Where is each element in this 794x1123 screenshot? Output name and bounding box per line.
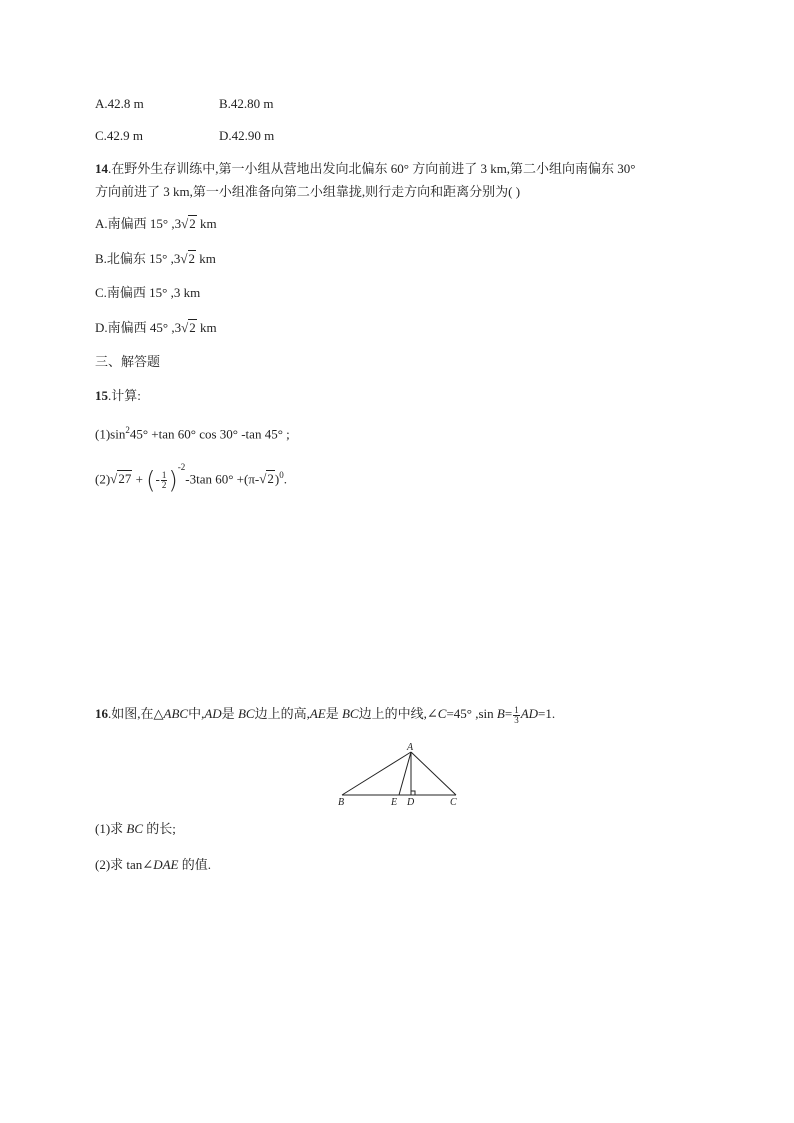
right-angle-mark — [411, 791, 415, 795]
label-c: C — [450, 797, 457, 808]
q16-text: 16.如图,在△ABC中,AD是 BC边上的高,AE是 BC边上的中线,∠C=45° ,sin B= $\frac{1}{3}$ AD=1. — [95, 704, 556, 725]
q14-line2: 方向前进了 3 km,第一小组准备向第二小组靠拢,则行走方向和距离分别为( ) — [95, 184, 521, 199]
q14-option-b: B.北偏东 15° ,3√2 km — [95, 251, 216, 266]
label-d: D — [407, 797, 415, 808]
q15-intro: 15.计算: — [95, 388, 141, 403]
triangle-diagram — [330, 742, 470, 808]
label-b: B — [338, 797, 345, 808]
q13-option-a: A.42.8 m — [95, 96, 144, 111]
sqrt-sign: √2 — [181, 216, 196, 231]
label-e: E — [391, 797, 398, 808]
q14-line1: 14.在野外生存训练中,第一小组从营地出发向北偏东 60° 方向前进了 3 km,第二小组向南偏东 30° — [95, 161, 636, 176]
q15-part1: $(1)\sin^245^\circ +\tan$ 60° cos 30° -tan 45° ; — [95, 425, 290, 442]
q16-part1: (1)求 BC 的长; — [95, 821, 176, 836]
q15-part2: (2)√27 + (- $\frac{1}{2}$ )$^{-2}$-3tan $60^\circ +(\pi-√2)^0$. — [95, 462, 287, 495]
q14-option-a: A.南偏西 15° ,3√2 km — [95, 216, 217, 231]
fraction: $\frac{1}{3}$ — [514, 704, 519, 725]
q15-number: 15 — [95, 388, 108, 403]
sqrt-sign: √2 — [259, 471, 274, 487]
q13-option-c: C.42.9 m — [95, 128, 144, 143]
fraction: $\frac{1}{2}$ — [161, 469, 167, 490]
q14-number: 14 — [95, 161, 108, 176]
q13-option-d: D.42.90 m — [219, 128, 275, 143]
sqrt-sign: √2 — [181, 320, 196, 335]
sqrt-sign: √27 — [110, 471, 132, 487]
q14-option-d: D.南偏西 45° ,3√2 km — [95, 320, 217, 335]
section-title: 三、解答题 — [95, 354, 161, 369]
q14-option-c: C.南偏西 15° ,3 km — [95, 285, 201, 300]
q13-option-b: B.42.80 m — [219, 96, 274, 111]
q16-number: 16 — [95, 706, 108, 721]
sqrt-sign: √2 — [180, 251, 196, 266]
label-a: A — [407, 742, 414, 753]
segment-ac — [411, 752, 456, 795]
q16-part2: (2)求 tan∠DAE 的值. — [95, 857, 211, 872]
